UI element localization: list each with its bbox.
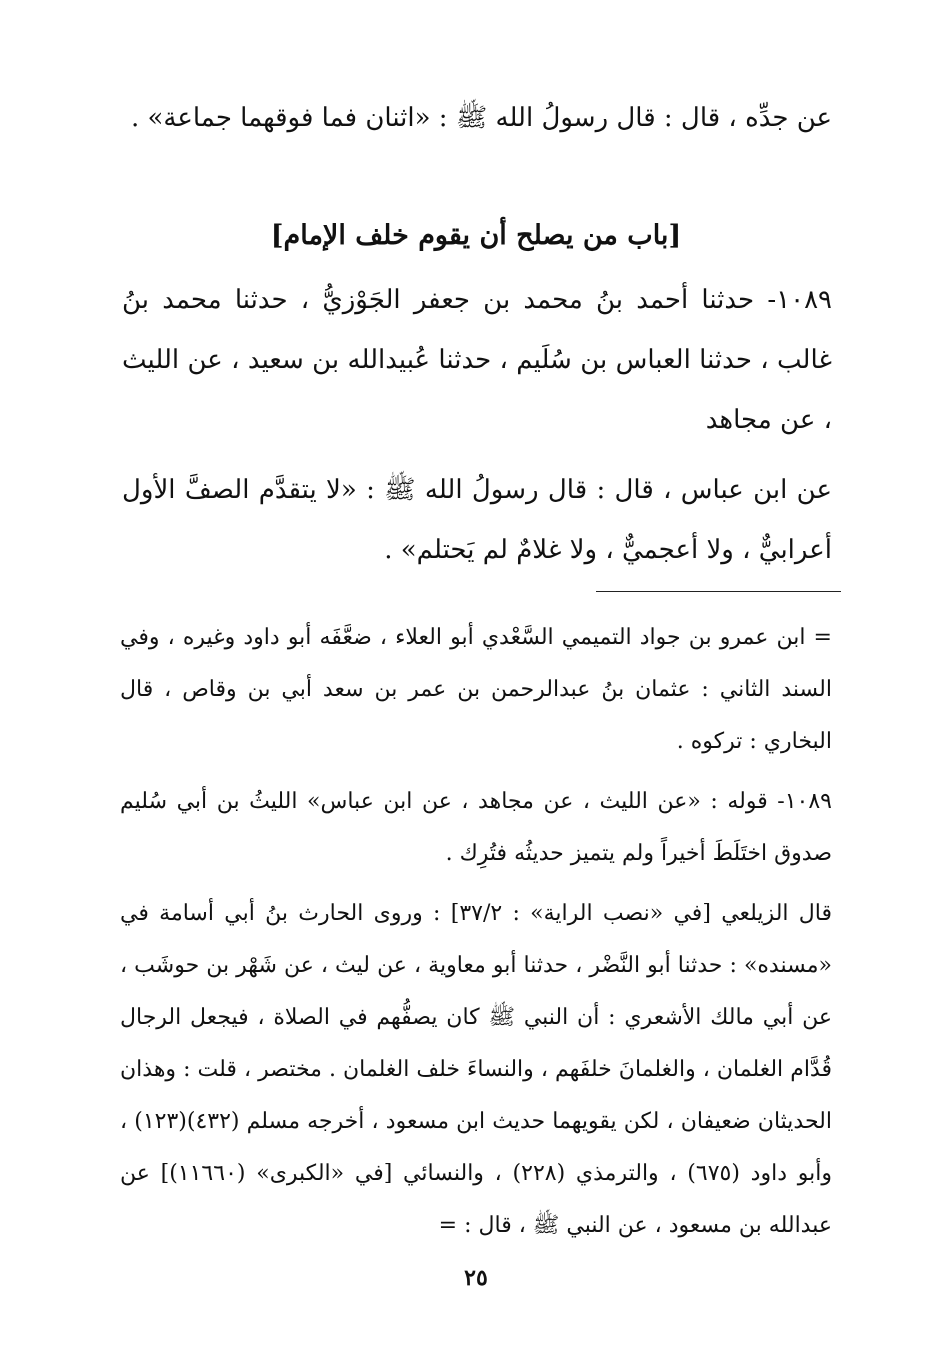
hadith-matn: عن ابن عباس ، قال : قال رسولُ الله ﷺ : «لا يتقدَّم الصفَّ الأول أعرابيٌّ ، ولا أعجميٌّ ، ولا غلامٌ لم يَحتلم» . [122,475,832,565]
hadith-isnad: ١٠٨٩- حدثنا أحمد بنُ محمد بن جعفر الجَوْزيُّ ، حدثنا محمد بنُ غالب ، حدثنا العباس بن سُلَيم ، حدثنا عُبيدالله بن سعيد ، عن الليث ، عن مجاهد [122,285,832,435]
hadith-continuation [122,88,832,148]
chapter-heading: [باب من يصلح أن يقوم خلف الإمام] [270,220,682,251]
footnote-paragraph-1: = ابن عمرو بن جواد التميمي السَّعْدي أبو العلاء ، ضعَّفَه أبو داود وغيره ، وفي السند الثاني : عثمان بنُ عبدالرحمن بن عمر بن سعد أبي بن وقاص ، قال البخاري : تركوه . [120,625,832,754]
footnotes [120,612,832,1252]
footnote-separator [596,591,841,592]
footnote-paragraph-2: ١٠٨٩- قوله : «عن الليث ، عن مجاهد ، عن ابن عباس» الليثُ بن أبي سُليم صدوق اختَلَطَ أخيراً ولم يتميز حديثُه فتُرِك . [120,789,832,866]
page-number: ٢٥ [464,1265,488,1291]
hadith-continuation-text: عن جدِّه ، قال : قال رسولُ الله ﷺ : «اثنان فما فوقهما جماعة» . [131,103,832,133]
footnote-paragraph-3: قال الزيلعي [في «نصب الراية» : ٣٧/٢] : وروى الحارث بنُ أبي أسامة في «مسنده» : حدثنا أبو النَّضْر ، حدثنا أبو معاوية ، عن ليث ، عن شَهْر بن حوشَب ، عن أبي مالك الأشعري : أن النبي ﷺ كان يصفُّهم في الصلاة ، فيجعل الرجال قُدَّام الغلمان ، والغلمانَ خلفَهم ، والنساءَ خلف الغلمان . مختصر ، قلت : وهذان الحديثان ضعيفان ، لكن يقويهما حديث ابن مسعود ، أخرجه مسلم (٤٣٢)(١٢٣) ، وأبو داود (٦٧٥) ، والترمذي (٢٢٨) ، والنسائي [في «الكبرى» (١١٦٦٠)] عن عبدالله بن مسعود ، عن النبي ﷺ ، قال : = [120,901,833,1238]
hadith-1089 [122,270,832,580]
